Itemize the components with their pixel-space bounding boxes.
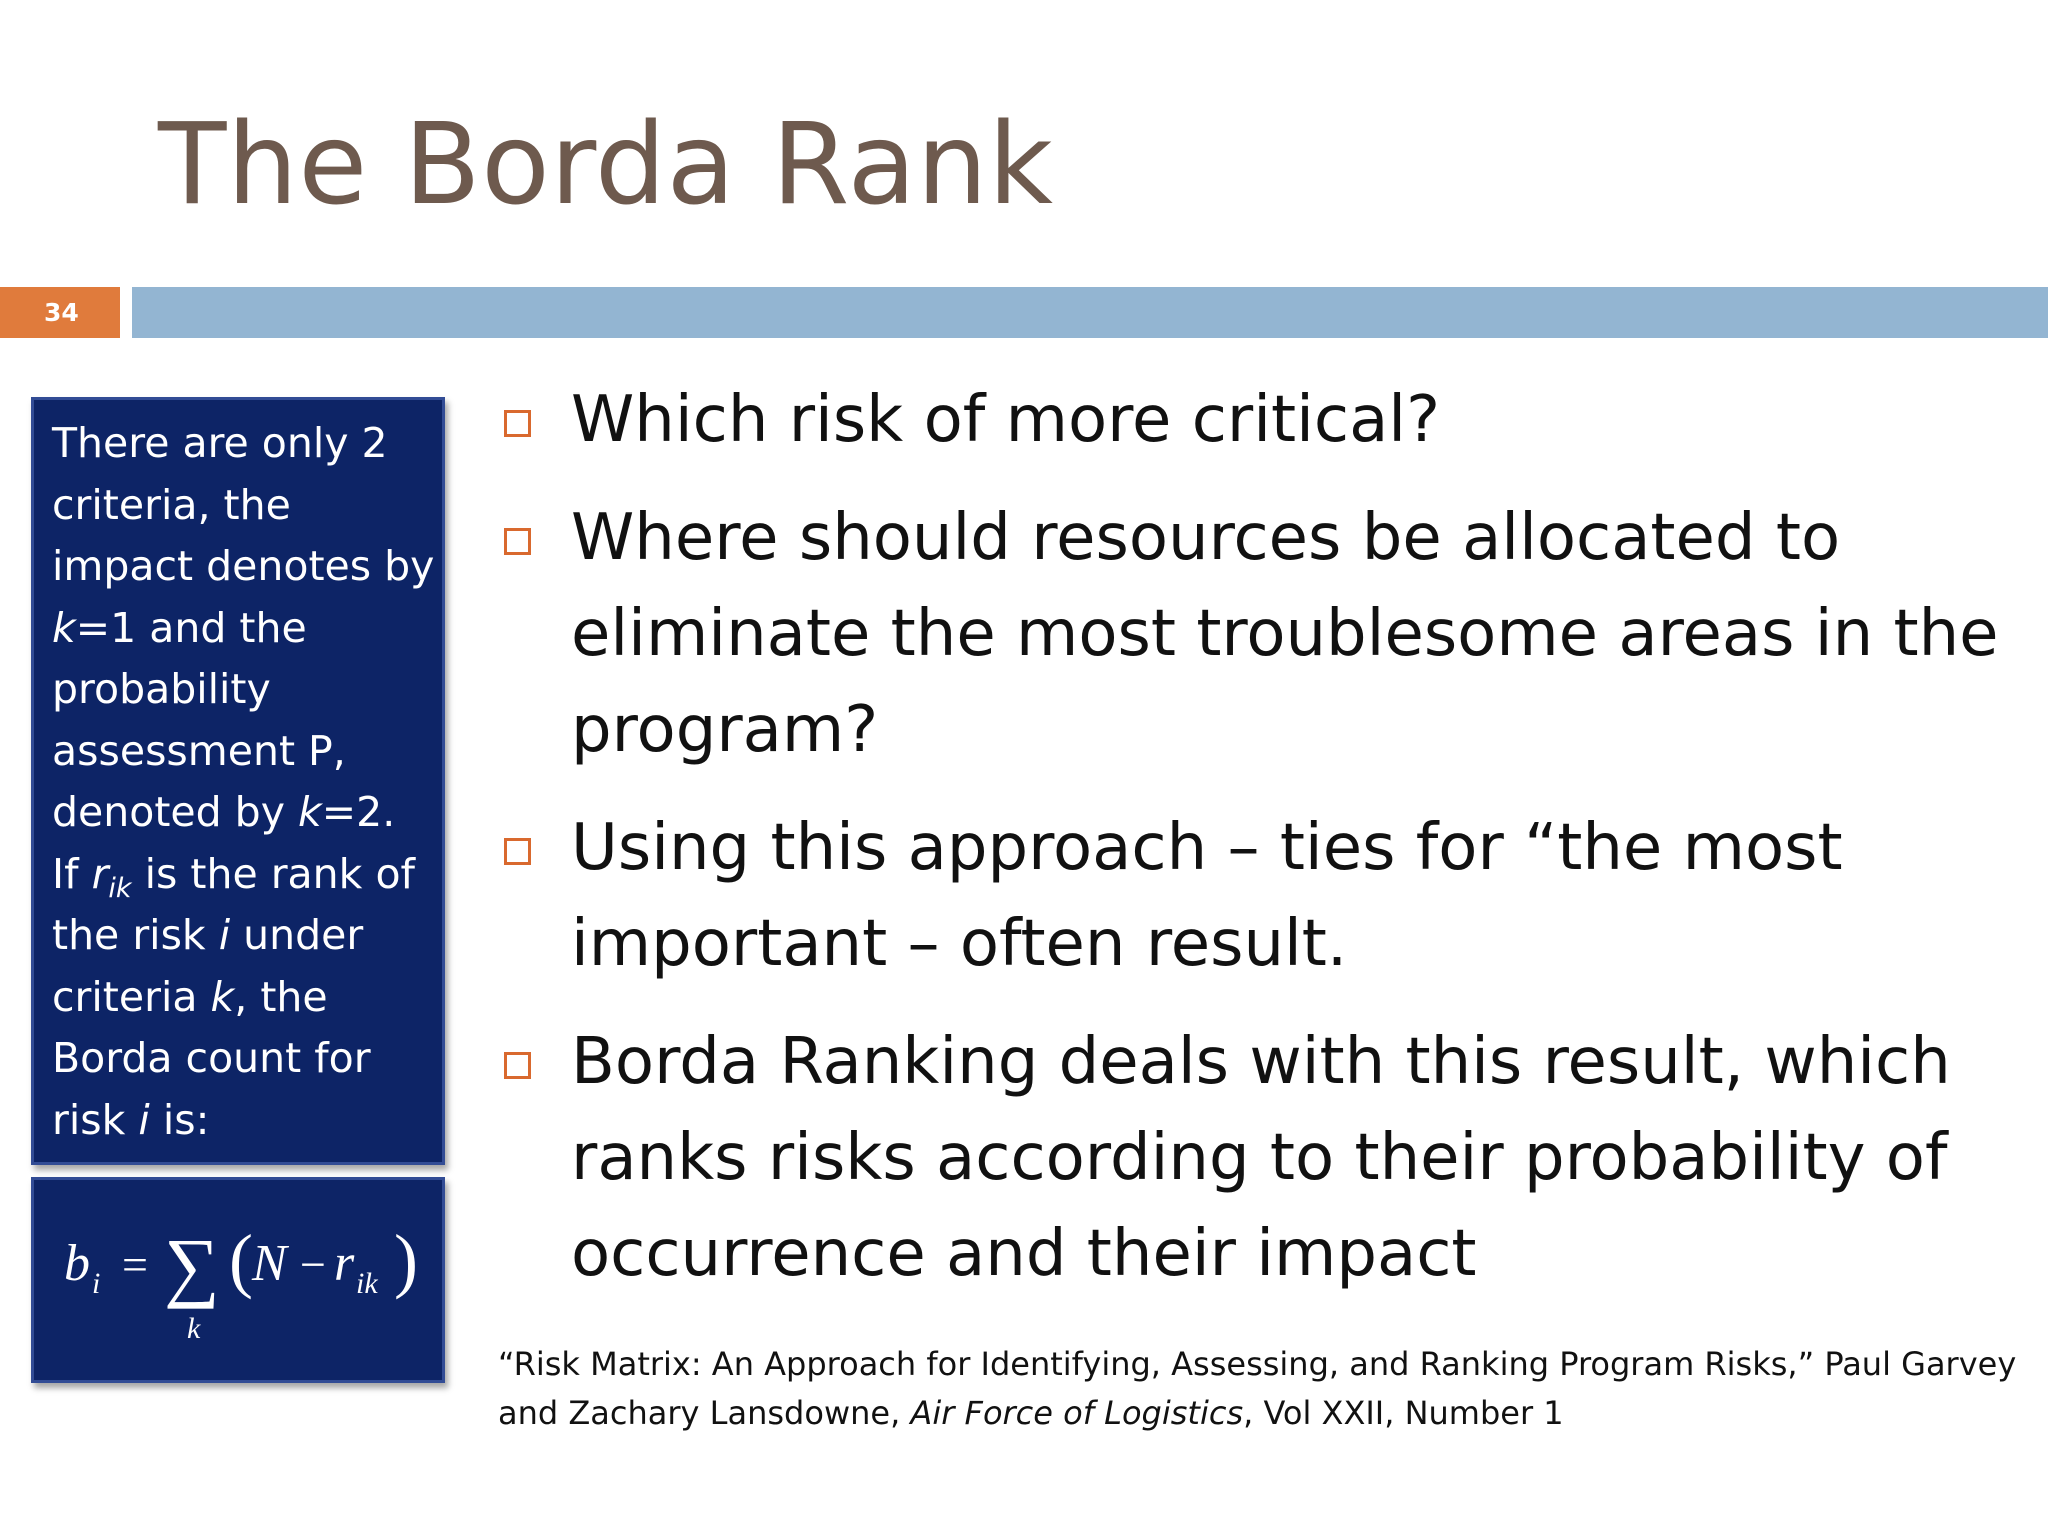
- formula-left-paren: (: [229, 1220, 253, 1300]
- criteria-explanation-box: [31, 397, 445, 1165]
- formula-sum-index-k: k: [187, 1312, 201, 1345]
- sidebox-line: [52, 598, 428, 660]
- citation-text: and Zachary Lansdowne,: [498, 1394, 911, 1432]
- formula-sigma: ∑: [164, 1222, 220, 1309]
- journal-title: Air Force of Logistics: [910, 1394, 1244, 1432]
- formula-equals: =: [122, 1239, 148, 1290]
- bullet-line: important – often result.: [571, 907, 1348, 981]
- sidebox-text: There are only 2: [52, 419, 388, 467]
- bullet-item: [500, 372, 2020, 468]
- citation: [498, 1340, 2028, 1438]
- bullet-line: Borda Ranking deals with this result, which: [571, 1025, 1951, 1099]
- sidebox-line: [52, 475, 428, 537]
- sidebox-text: =1 and the: [75, 603, 307, 652]
- bullet-list: [500, 372, 2020, 1324]
- bullet-line: Which risk of more critical?: [571, 383, 1441, 457]
- slide-number: 34: [0, 287, 120, 338]
- formula-N: N: [252, 1235, 287, 1292]
- bullet-line: program?: [571, 693, 879, 767]
- sidebox-line: [52, 659, 428, 721]
- formula-r: r: [334, 1235, 355, 1292]
- variable-i: i: [218, 911, 231, 959]
- borda-formula-box: [31, 1177, 445, 1383]
- bullet-line: Where should resources be allocated to: [571, 501, 1841, 575]
- bullet-line: eliminate the most troublesome areas in the: [571, 597, 1999, 671]
- sidebox-text: , the: [234, 972, 328, 1021]
- variable-k: k: [52, 603, 76, 652]
- bullet-item: [500, 1014, 2020, 1302]
- sidebox-text: denoted by: [52, 788, 298, 836]
- sidebox-text: under: [230, 911, 364, 959]
- sidebox-line: [52, 1028, 428, 1090]
- slide-title: The Borda Rank: [158, 100, 1054, 230]
- sidebox-line: [52, 413, 428, 475]
- formula-subscript-ik: ik: [356, 1267, 378, 1300]
- formula-minus: −: [300, 1239, 326, 1290]
- sidebox-text: Borda count for: [52, 1034, 371, 1082]
- borda-formula: [34, 1180, 442, 1380]
- variable-r: r: [91, 849, 109, 898]
- formula-right-paren: ): [394, 1220, 418, 1300]
- sidebox-line: [52, 782, 428, 844]
- sidebox-line: [52, 721, 428, 783]
- sidebox-text: probability: [52, 665, 271, 713]
- bullet-item: [500, 490, 2020, 778]
- square-bullet-icon: [504, 1052, 531, 1079]
- square-bullet-icon: [504, 528, 531, 555]
- sidebox-line: [52, 967, 428, 1029]
- citation-text: , Vol XXII, Number 1: [1243, 1394, 1564, 1432]
- sidebox-text: assessment P,: [52, 726, 346, 775]
- variable-k: k: [298, 788, 322, 836]
- sidebox-line: [52, 905, 428, 967]
- variable-i: i: [138, 1095, 150, 1144]
- sidebox-text: =2.: [321, 788, 396, 836]
- formula-b: b: [64, 1235, 90, 1292]
- sidebox-text: criteria: [52, 972, 211, 1021]
- bullet-item: [500, 800, 2020, 992]
- bullet-line: occurrence and their impact: [571, 1217, 1477, 1291]
- square-bullet-icon: [504, 838, 531, 865]
- sidebox-text: impact denotes by: [52, 542, 435, 590]
- bullet-line: ranks risks according to their probability of: [571, 1121, 1948, 1195]
- sidebox-line: [52, 536, 435, 598]
- formula-subscript-i: i: [92, 1267, 101, 1300]
- variable-k: k: [210, 972, 235, 1021]
- sidebox-text: risk: [52, 1095, 139, 1144]
- header-bar: [132, 287, 2048, 338]
- sidebox-text: criteria, the: [52, 480, 291, 529]
- square-bullet-icon: [504, 410, 531, 437]
- sidebox-text: the risk: [52, 911, 219, 959]
- citation-line: “Risk Matrix: An Approach for Identifying, Assessing, and Ranking Program Risks,” Paul Garvey: [498, 1345, 2017, 1383]
- sidebox-line: [52, 844, 428, 906]
- subscript-ik: ik: [108, 872, 132, 904]
- sidebox-text: is the rank of: [131, 849, 415, 898]
- citation-line: [498, 1389, 2028, 1438]
- bullet-line: Using this approach – ties for “the most: [571, 811, 1843, 885]
- sidebox-line: [52, 1090, 428, 1152]
- sidebox-text: If: [52, 849, 92, 898]
- sidebox-text: is:: [149, 1095, 210, 1144]
